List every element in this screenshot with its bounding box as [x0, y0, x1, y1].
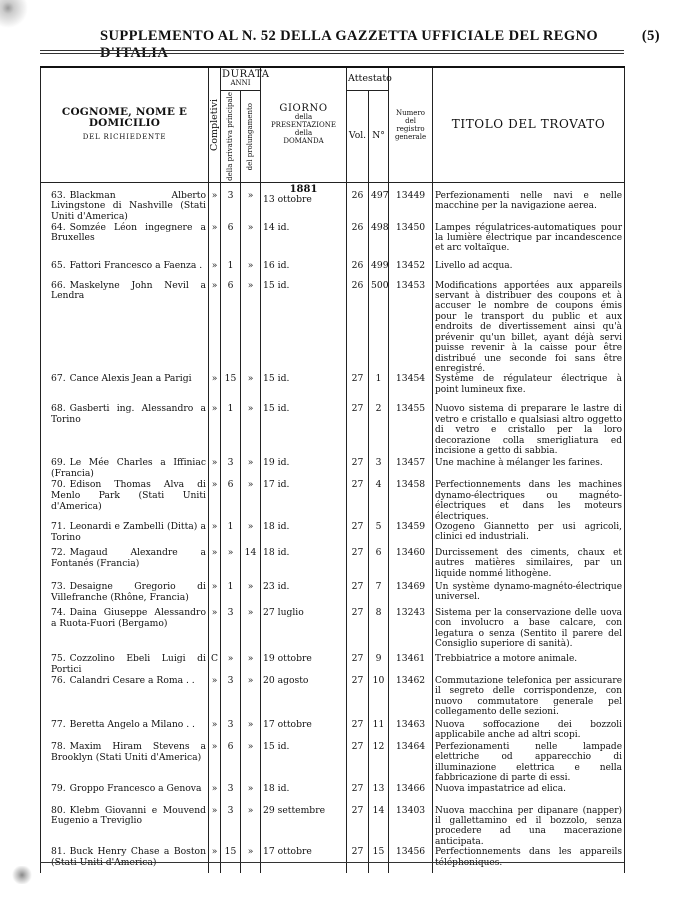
completivi-value: C	[211, 652, 219, 664]
table-row	[41, 742, 625, 784]
page-header	[60, 28, 660, 61]
prolungamento-years: »	[247, 846, 254, 858]
attestato-number: 5	[375, 520, 382, 532]
volume-value: 27	[351, 403, 364, 415]
filing-date: 15 id.	[263, 403, 290, 415]
attestato-number: 500	[371, 279, 389, 291]
completivi-value: »	[211, 546, 218, 558]
completivi-value: »	[211, 189, 218, 201]
col-header-vol: Vol.	[347, 91, 369, 183]
entry-number: 69.	[51, 457, 66, 469]
applicant-name: Maskelyne John Nevil a Lendra	[51, 279, 206, 302]
entry-number: 63.	[51, 189, 66, 201]
applicant-name: Le Mée Charles a Iffiniac (Francia)	[51, 457, 206, 479]
entry-number: 76.	[51, 674, 66, 686]
volume-value: 27	[351, 782, 364, 794]
principale-years: 6	[227, 279, 234, 291]
register-number: 13460	[395, 546, 426, 558]
prolungamento-years: »	[247, 457, 254, 469]
prolungamento-years: »	[247, 520, 254, 532]
completivi-value: »	[211, 718, 218, 730]
volume-value: 27	[351, 546, 364, 558]
filing-date: 17 id.	[263, 479, 290, 491]
volume-value: 27	[351, 520, 364, 532]
completivi-value: »	[211, 580, 218, 592]
register-number: 13459	[395, 520, 426, 532]
principale-years: 3	[227, 718, 234, 730]
principale-years: 15	[224, 373, 237, 385]
prolungamento-years: »	[247, 674, 254, 686]
table-row	[41, 261, 625, 281]
attestato-number: 10	[372, 674, 385, 686]
entry-number: 75.	[51, 652, 66, 664]
register-number: 13403	[395, 804, 426, 816]
prolungamento-years: »	[247, 479, 254, 491]
filing-date: 19 ottobre	[263, 652, 312, 664]
entry-number: 72.	[51, 546, 66, 558]
volume-value: 27	[351, 674, 364, 686]
prolungamento-years: »	[247, 580, 254, 592]
col-header-prolungamento: del prolungamento	[241, 91, 261, 183]
volume-value: 26	[351, 259, 364, 271]
col-name-main: COGNOME, NOME E DOMICILIO	[61, 106, 188, 129]
completivi-value: »	[211, 221, 218, 233]
invention-title: Perfectionnements dans les machines dynamo-électriques ou magnéto-électriques et dans les moteurs électriques.	[435, 480, 623, 522]
completivi-value: »	[211, 846, 218, 858]
year-label: 1881	[289, 183, 318, 195]
invention-title: Nuova impastatrice ad elica.	[435, 783, 566, 794]
col-header-numero: Numero del registro generale	[389, 67, 433, 182]
entry-number: 77.	[51, 718, 66, 730]
principale-years: 3	[227, 674, 234, 686]
entry-number: 64.	[51, 221, 66, 233]
col-header-titolo: TITOLO DEL TROVATO	[433, 67, 625, 182]
attestato-number: 4	[375, 479, 382, 491]
entry-number: 74.	[51, 606, 66, 618]
header-rule	[40, 50, 624, 54]
filing-date: 13 ottobre	[263, 194, 312, 206]
prolungamento-years: »	[247, 403, 254, 415]
prolungamento-years: »	[247, 804, 254, 816]
volume-value: 27	[351, 580, 364, 592]
invention-title: Système de régulateur électrique à point lumineux fixe.	[435, 374, 623, 395]
register-number: 13462	[395, 674, 426, 686]
durata-title: DURATA	[222, 69, 270, 80]
applicant-name: Leonardi e Zambelli (Ditta) a Torino	[51, 520, 206, 543]
register-rows	[41, 182, 625, 873]
principale-years: 3	[227, 189, 234, 201]
completivi-value: »	[211, 259, 218, 271]
table-row	[41, 404, 625, 458]
register-number: 13463	[395, 718, 426, 730]
volume-value: 27	[351, 846, 364, 858]
completivi-value: »	[211, 457, 218, 469]
entry-number: 71.	[51, 520, 66, 532]
prolungamento-years: »	[247, 189, 254, 201]
completivi-value: »	[211, 279, 218, 291]
patent-register-table	[40, 66, 625, 873]
applicant-name: Cozzolino Ebeli Luigi di Portici	[51, 652, 206, 675]
applicant-name: Maxim Hiram Stevens a Brooklyn (Stati Uniti d'America)	[51, 740, 206, 763]
invention-title: Perfezionamenti nelle lampade elettriche od apparecchio di illuminazione elettrica e nella fabbricazione di parte di essi.	[435, 741, 623, 784]
principale-years: 1	[227, 580, 234, 592]
prolungamento-years: »	[247, 740, 254, 752]
entry-number: 80.	[51, 804, 66, 816]
table-row	[41, 676, 625, 720]
invention-title: Trebbiatrice a motore animale.	[435, 653, 578, 664]
register-number: 13243	[395, 606, 426, 618]
prolungamento-years: »	[247, 279, 254, 291]
attestato-number: 15	[372, 846, 385, 858]
attestato-number: 7	[375, 580, 382, 592]
prolungamento-years: »	[247, 221, 254, 233]
applicant-name: Somzée Léon ingegnere a Bruxelles	[51, 221, 206, 244]
table-row	[41, 281, 625, 375]
invention-title: Perfectionnements dans les appareils téléphoniques.	[435, 847, 623, 868]
completivi-value: »	[211, 403, 218, 415]
principale-years: »	[227, 546, 234, 558]
attestato-number: 2	[375, 403, 382, 415]
prolungamento-years: »	[247, 259, 254, 271]
filing-date: 27 luglio	[263, 606, 304, 618]
table-row	[41, 784, 625, 806]
register-number: 13450	[395, 221, 426, 233]
register-number: 13456	[395, 846, 426, 858]
applicant-name: Groppo Francesco a Genova	[69, 782, 202, 794]
col-header-durata	[221, 67, 270, 91]
principale-years: 6	[227, 479, 234, 491]
register-number: 13449	[395, 189, 426, 201]
completivi-value: »	[211, 520, 218, 532]
filing-date: 17 ottobre	[263, 718, 312, 730]
volume-value: 27	[351, 740, 364, 752]
attestato-number: 8	[375, 606, 382, 618]
attestato-number: 14	[372, 804, 385, 816]
col-header-attestato: Attestato	[347, 67, 389, 91]
filing-date: 15 id.	[263, 279, 290, 291]
prolungamento-years: »	[247, 652, 254, 664]
register-number: 13458	[395, 479, 426, 491]
register-number: 13461	[395, 652, 426, 664]
register-number: 13455	[395, 403, 426, 415]
filing-date: 16 id.	[263, 259, 290, 271]
principale-years: 1	[227, 520, 234, 532]
attestato-number: 498	[371, 221, 389, 233]
applicant-name: Magaud Alexandre a Fontanés (Francia)	[51, 546, 206, 569]
table-row	[41, 458, 625, 480]
register-number: 13454	[395, 373, 426, 385]
attestato-number: 499	[371, 259, 389, 271]
filing-date: 18 id.	[263, 782, 290, 794]
invention-title: Nuovo sistema di preparare le lastre di vetro e cristallo e qualsiasi altro oggetto di vetro e cristallo per la loro decorazione colla smerigliatura ed incisione a getto di sabbia.	[435, 404, 623, 456]
filing-date: 15 id.	[263, 740, 290, 752]
completivi-value: »	[211, 373, 218, 385]
applicant-name: Cance Alexis Jean a Parigi	[69, 373, 192, 385]
attestato-number: 9	[375, 652, 382, 664]
applicant-name: Edison Thomas Alva di Menlo Park (Stati Uniti d'America)	[51, 479, 206, 512]
filing-date: 18 id.	[263, 520, 290, 532]
attestato-number: 6	[375, 546, 382, 558]
principale-years: 3	[227, 606, 234, 618]
col-header-giorno: GIORNO della PRESENTAZIONE della DOMANDA	[261, 67, 347, 182]
completivi-value: »	[211, 782, 218, 794]
entry-number: 65.	[51, 259, 66, 271]
completivi-value: »	[211, 804, 218, 816]
principale-years: 3	[227, 457, 234, 469]
durata-anni: ANNI	[230, 79, 251, 87]
principale-years: 6	[227, 221, 234, 233]
col-header-completivi: Completivi	[209, 67, 221, 182]
table-row	[41, 522, 625, 548]
table-row	[41, 608, 625, 654]
principale-years: 15	[224, 846, 237, 858]
table-row	[41, 548, 625, 582]
volume-value: 27	[351, 606, 364, 618]
applicant-name: Calandri Cesare a Roma . .	[69, 674, 195, 686]
entry-number: 78.	[51, 740, 66, 752]
prolungamento-years: »	[247, 373, 254, 385]
scan-speckle	[12, 866, 32, 884]
applicant-name: Blackman Alberto Livingstone di Nashville (Stati Uniti d'America)	[51, 189, 206, 223]
applicant-name: Buck Henry Chase a Boston (Stati Uniti d'America)	[51, 846, 206, 868]
col-name-sub: DEL RICHIEDENTE	[82, 133, 167, 142]
invention-title: Modifications apportées aux appareils servant à distribuer des coupons et à accuser le nombre de coupons émis pour le transport du public et aux endroits de divertissement ainsi qu'à prévenir qu'un billet, ayant déjà servi puisse revenir à la caisse pour être distribué une seconde foi sans être enregistré.	[435, 280, 623, 374]
filing-date: 17 ottobre	[263, 846, 312, 858]
principale-years: 6	[227, 740, 234, 752]
principale-years: 3	[227, 804, 234, 816]
invention-title: Lampes régulatrices-automatiques pour la lumière électrique par incandescence et arc voltaïque.	[435, 222, 623, 254]
table-row	[41, 720, 625, 742]
completivi-value: »	[211, 740, 218, 752]
register-number: 13466	[395, 782, 426, 794]
principale-years: 3	[227, 782, 234, 794]
filing-date: 23 id.	[263, 580, 290, 592]
invention-title: Durcissement des ciments, chaux et autres matières similaires, par un liquide nommé lithogène.	[435, 547, 623, 579]
applicant-name: Klebm Giovanni e Mouvend Eugenio a Treviglio	[51, 804, 206, 827]
filing-date: 19 id.	[263, 457, 290, 469]
applicant-name: Fattori Francesco a Faenza .	[69, 259, 203, 271]
col-header-name	[41, 67, 209, 182]
entry-number: 68.	[51, 403, 66, 415]
table-row	[41, 480, 625, 522]
volume-value: 27	[351, 804, 364, 816]
invention-title: Commutazione telefonica per assicurare il segreto delle corrispondenze, con nuovo commutatore generale pel collegamento delle sezioni.	[435, 675, 623, 718]
volume-value: 26	[351, 221, 364, 233]
table-row	[41, 223, 625, 261]
applicant-name: Gasberti ing. Alessandro a Torino	[51, 403, 206, 425]
invention-title: Une machine à mélanger les farines.	[435, 458, 603, 469]
invention-title: Nuova soffocazione dei bozzoli applicabile anche ad altri scopi.	[435, 719, 623, 741]
completivi-value: »	[211, 606, 218, 618]
invention-title: Nuova macchina per dipanare (napper) il gallettamino ed il bozzolo, senza procedere ad una macerazione anticipata.	[435, 805, 623, 847]
table-row	[41, 582, 625, 608]
invention-title: Un système dynamo-magnéto-électrique universel.	[435, 581, 623, 603]
register-number: 13457	[395, 457, 426, 469]
volume-value: 26	[351, 279, 364, 291]
attestato-number: 11	[372, 718, 385, 730]
attestato-number: 13	[372, 782, 385, 794]
register-number: 13469	[395, 580, 426, 592]
prolungamento-years: »	[247, 606, 254, 618]
filing-date: 29 settembre	[263, 804, 326, 816]
invention-title: Ozogeno Giannetto per usi agricoli, clinici ed industriali.	[435, 521, 623, 543]
register-number: 13453	[395, 279, 426, 291]
volume-value: 27	[351, 652, 364, 664]
entry-number: 81.	[51, 846, 66, 858]
prolungamento-years: »	[247, 782, 254, 794]
col-header-principale: della privativa principale	[221, 91, 241, 183]
prolungamento-years: »	[247, 718, 254, 730]
bottom-rule	[40, 862, 624, 863]
col-header-no: N°	[369, 91, 389, 183]
filing-date: 15 id.	[263, 373, 290, 385]
filing-date: 18 id.	[263, 546, 290, 558]
register-number: 13452	[395, 259, 426, 271]
entry-number: 66.	[51, 279, 66, 291]
attestato-number: 497	[371, 189, 389, 201]
table-row	[41, 654, 625, 676]
table-row	[41, 847, 625, 873]
completivi-value: »	[211, 479, 218, 491]
invention-title: Livello ad acqua.	[435, 260, 513, 271]
register-number: 13464	[395, 740, 426, 752]
volume-value: 27	[351, 373, 364, 385]
attestato-number: 1	[375, 373, 382, 385]
page-number: (5)	[641, 28, 660, 44]
completivi-value: »	[211, 674, 218, 686]
attestato-number: 12	[372, 740, 385, 752]
volume-value: 27	[351, 457, 364, 469]
table-row	[41, 182, 625, 222]
entry-number: 67.	[51, 373, 66, 385]
invention-title: Sistema per la conservazione delle uova con involucro a base calcare, con legatura o senza (Sentito il parere del Consiglio superiore di sanità).	[435, 607, 623, 650]
applicant-name: Beretta Angelo a Milano . .	[69, 718, 195, 730]
principale-years: »	[227, 652, 234, 664]
filing-date: 14 id.	[263, 221, 290, 233]
applicant-name: Daina Giuseppe Alessandro a Ruota-Fuori (Bergamo)	[51, 606, 206, 629]
table-row	[41, 806, 625, 848]
header-title: SUPPLEMENTO AL N. 52 DELLA GAZZETTA UFFICIALE DEL REGNO D'ITALIA	[100, 28, 599, 61]
filing-date: 20 agosto	[263, 674, 309, 686]
invention-title: Perfezionamenti nelle navi e nelle macchine per la navigazione aerea.	[435, 190, 623, 212]
scan-speckle	[0, 0, 40, 40]
entry-number: 70.	[51, 479, 66, 491]
volume-value: 27	[351, 718, 364, 730]
entry-number: 79.	[51, 782, 66, 794]
table-row	[41, 374, 625, 404]
principale-years: 1	[227, 259, 234, 271]
volume-value: 27	[351, 479, 364, 491]
entry-number: 73.	[51, 580, 66, 592]
principale-years: 1	[227, 403, 234, 415]
attestato-number: 3	[375, 457, 382, 469]
applicant-name: Desaigne Gregorio di Villefranche (Rhône, Francia)	[51, 580, 206, 603]
volume-value: 26	[351, 189, 364, 201]
prolungamento-years: 14	[244, 546, 257, 558]
